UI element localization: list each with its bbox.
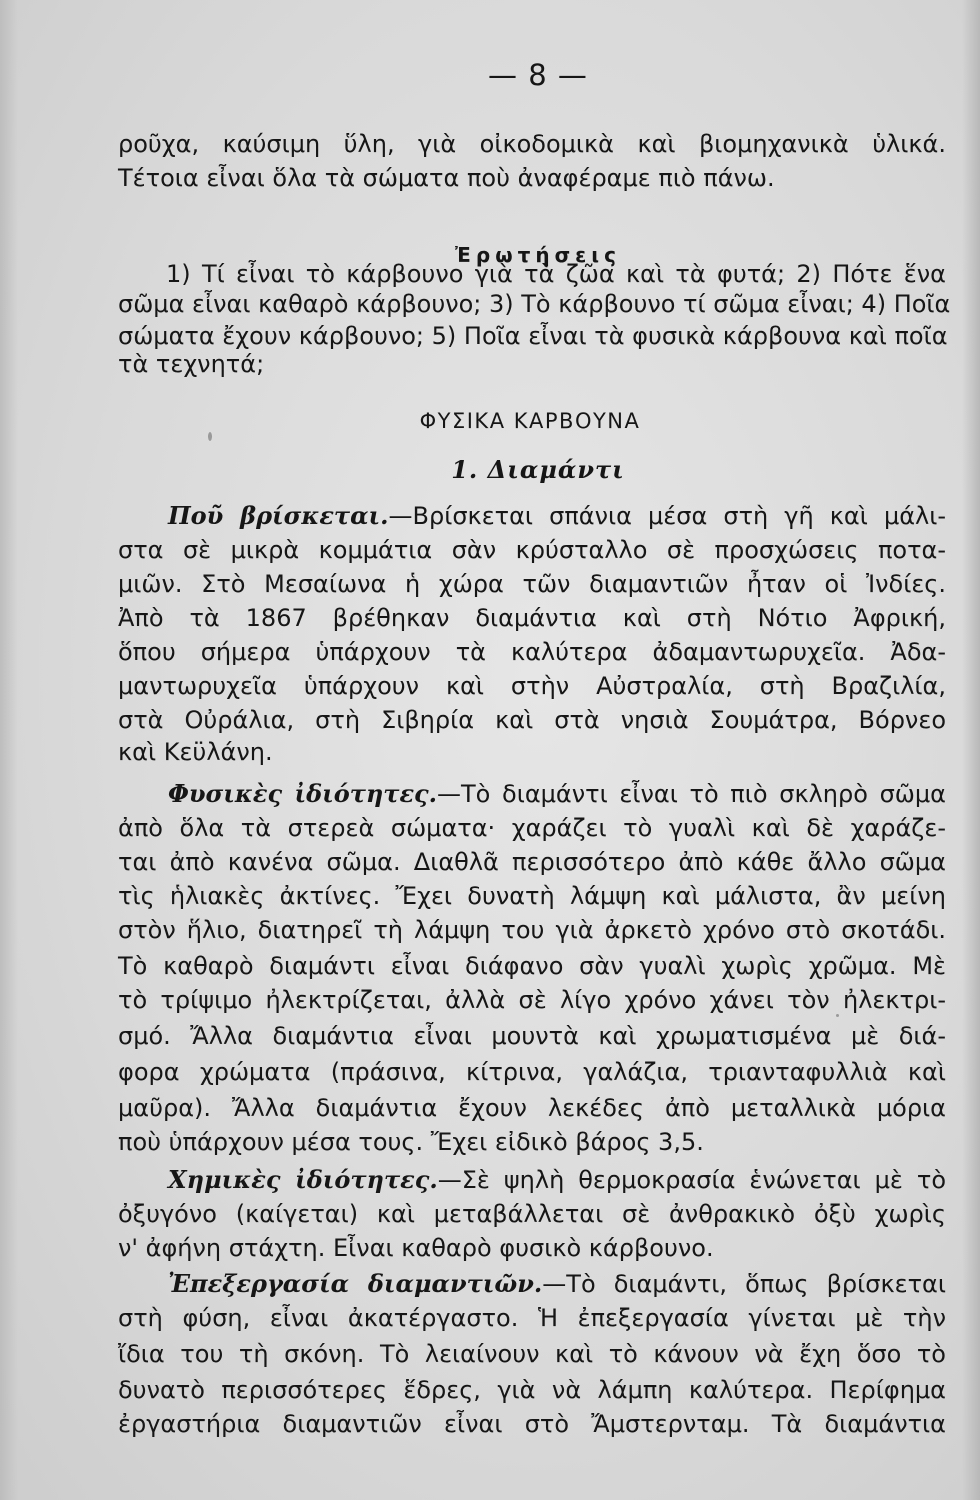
intro-line: ροῦχα, καύσιμη ὕλη, γιὰ οἰκοδομικὰ καὶ βιομηχανικὰ ὑλικά. bbox=[118, 130, 946, 158]
paragraph-line: μιῶν. Στὸ Μεσαίωνα ἡ χώρα τῶν διαμαντιῶν ἦταν οἱ Ἰνδίες. bbox=[118, 570, 946, 598]
paragraph-line: ποὺ ὑπάρχουν μέσα τους. Ἔχει εἰδικὸ βάρος 3,5. bbox=[118, 1128, 704, 1156]
runin-heading-chemical: Χημικὲς ἰδιότητες. bbox=[168, 1165, 438, 1194]
question-line: σῶμα εἶναι καθαρὸ κάρβουνο; 3) Τὸ κάρβουνο τί σῶμα εἶναι; 4) Ποῖα bbox=[118, 290, 951, 318]
paragraph-line: ὀξυγόνο (καίγεται) καὶ μεταβάλλεται σὲ ἀνθρακικὸ ὀξὺ χωρὶς bbox=[118, 1200, 946, 1228]
paragraph-first-line bbox=[168, 1164, 946, 1196]
page-edge-shadow-left bbox=[0, 0, 18, 1500]
section-title: ΦΥΣΙΚΑ ΚΑΡΒΟΥΝΑ bbox=[419, 409, 641, 433]
paragraph-first-line bbox=[168, 778, 946, 810]
paragraph-text: —Τὸ διαμάντι εἶναι τὸ πιὸ σκληρὸ σῶμα bbox=[437, 780, 946, 808]
paragraph-first-line bbox=[168, 1268, 946, 1300]
page-edge-shadow-right bbox=[962, 0, 980, 1500]
question-line: τὰ τεχνητά; bbox=[118, 350, 265, 378]
paper-speck bbox=[836, 1014, 839, 1017]
paragraph-line: σμό. Ἄλλα διαμάντια εἶναι μουντὰ καὶ χρωματισμένα μὲ διά- bbox=[118, 1022, 946, 1050]
paragraph-line: δυνατὸ περισσότερες ἕδρες, γιὰ νὰ λάμπη καλύτερα. Περίφημα bbox=[118, 1376, 946, 1404]
paragraph-line: στα σὲ μικρὰ κομμάτια σὰν κρύσταλλο σὲ προσχώσεις ποτα- bbox=[118, 536, 946, 564]
paragraph-text: —Βρίσκεται σπάνια μέσα στὴ γῆ καὶ μάλι- bbox=[388, 502, 947, 530]
paragraph-line: τὶς ἡλιακὲς ἀκτίνες. Ἔχει δυνατὴ λάμψη καὶ μάλιστα, ἂν μείνη bbox=[118, 882, 946, 910]
runin-heading-processing: Ἐπεξεργασία διαμαντιῶν. bbox=[168, 1269, 543, 1298]
paragraph-line: ν' ἀφήνη στάχτη. Εἶναι καθαρὸ φυσικὸ κάρβουνο. bbox=[118, 1234, 714, 1262]
paper-speck bbox=[208, 432, 212, 441]
paragraph-line: ἐργαστήρια διαμαντιῶν εἶναι στὸ Ἄμστερνταμ. Τὰ διαμάντια bbox=[118, 1410, 946, 1438]
paragraph-line: στὸν ἥλιο, διατηρεῖ τὴ λάμψη του γιὰ ἀρκετὸ χρόνο στὸ σκοτάδι. bbox=[118, 916, 946, 944]
paragraph-line: μαῦρα). Ἄλλα διαμάντια ἔχουν λεκέδες ἀπὸ μεταλλικὰ μόρια bbox=[118, 1094, 946, 1122]
paragraph-line: ται ἀπὸ κανένα σῶμα. Διαθλᾶ περισσότερο ἀπὸ κάθε ἄλλο σῶμα bbox=[118, 848, 946, 876]
runin-heading-where: Ποῦ βρίσκεται. bbox=[168, 501, 389, 530]
paragraph-line: στὰ Οὐράλια, στὴ Σιβηρία καὶ στὰ νησιὰ Σουμάτρα, Βόρνεο bbox=[118, 706, 946, 734]
paragraph-line: στὴ φύση, εἶναι ἀκατέργαστο. Ἡ ἐπεξεργασία γίνεται μὲ τὴν bbox=[118, 1304, 946, 1332]
paragraph-line: Τὸ καθαρὸ διαμάντι εἶναι διάφανο σὰν γυαλὶ χωρὶς χρῶμα. Μὲ bbox=[118, 952, 946, 980]
paragraph-line: καὶ Κεϋλάνη. bbox=[118, 738, 273, 766]
paragraph-line: ἴδια του τὴ σκόνη. Τὸ λειαίνουν καὶ τὸ κάνουν νὰ ἔχη ὅσο τὸ bbox=[118, 1340, 946, 1368]
paragraph-text: —Σὲ ψηλὴ θερμοκρασία ἑνώνεται μὲ τὸ bbox=[437, 1166, 947, 1194]
paragraph-line: μαντωρυχεῖα ὑπάρχουν καὶ στὴν Αὐστραλία, στὴ Βραζιλία, bbox=[118, 672, 946, 700]
paragraph-text: —Τὸ διαμάντι, ὅπως βρίσκεται bbox=[542, 1270, 946, 1298]
question-line: σώματα ἔχουν κάρβουνο; 5) Ποῖα εἶναι τὰ φυσικὰ κάρβουνα καὶ ποῖα bbox=[118, 322, 948, 350]
paragraph-first-line bbox=[168, 500, 946, 532]
runin-heading-physical: Φυσικὲς ἰδιότητες. bbox=[168, 779, 438, 808]
paragraph-line: φορα χρώματα (πράσινα, κίτρινα, γαλάζια, τριανταφυλλιὰ καὶ bbox=[118, 1058, 946, 1086]
paragraph-line: Ἀπὸ τὰ 1867 βρέθηκαν διαμάντια καὶ στὴ Νότιο Ἀφρική, bbox=[118, 604, 946, 632]
paragraph-line: τὸ τρίψιμο ἠλεκτρίζεται, ἀλλὰ σὲ λίγο χρόνο χάνει τὸν ἠλεκτρι- bbox=[118, 986, 946, 1014]
page-number: — 8 — bbox=[488, 58, 588, 92]
question-line: 1) Τί εἶναι τὸ κάρβουνο γιὰ τὰ ζῶα καὶ τὰ φυτά; 2) Πότε ἕνα bbox=[166, 260, 946, 288]
paragraph-line: ἀπὸ ὅλα τὰ στερεὰ σώματα· χαράζει τὸ γυαλὶ καὶ δὲ χαράζε- bbox=[118, 814, 946, 842]
intro-line: Τέτοια εἶναι ὅλα τὰ σώματα ποὺ ἀναφέραμε πιὸ πάνω. bbox=[118, 164, 775, 192]
paragraph-line: ὅπου σήμερα ὑπάρχουν τὰ καλύτερα ἀδαμαντωρυχεῖα. Ἀδα- bbox=[118, 638, 946, 666]
subsection-title: 1. Διαμάντι bbox=[451, 455, 625, 484]
questions-heading: Ἐρωτήσεις bbox=[455, 243, 621, 267]
